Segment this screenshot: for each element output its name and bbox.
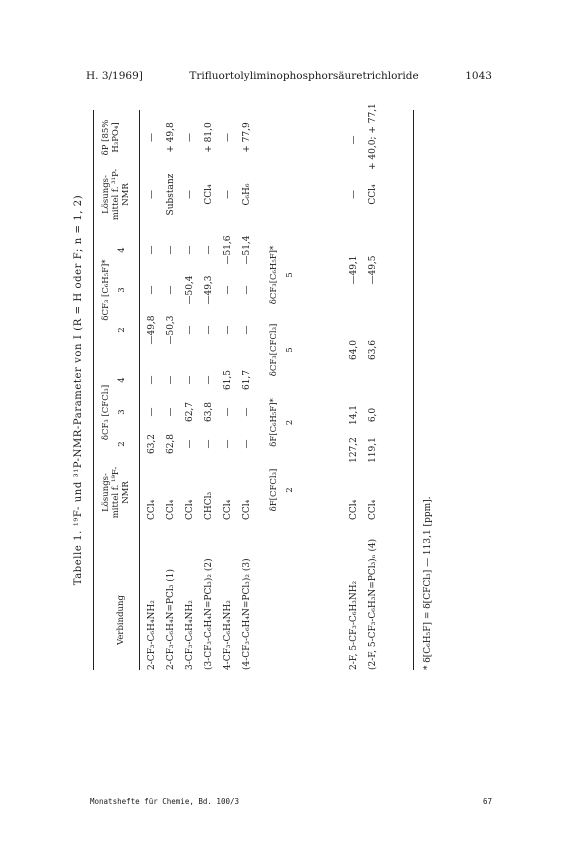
- cell-c6h5f-3: —: [223, 285, 233, 295]
- cell-compound: 2-CF₃-C₆H₄N=PCl₃ (1): [166, 569, 176, 670]
- cell-c6h5f-3: —: [166, 285, 176, 295]
- cell-c6h5f-2: —: [242, 325, 252, 335]
- header-pos2-b: 2: [117, 327, 127, 333]
- cell-df-c6h5f: 14,1: [349, 404, 359, 426]
- cell-cfcl3-3: 62,7: [185, 401, 195, 423]
- cell-c6h5f-2: —: [204, 325, 214, 335]
- cell-cfcl3-4: —: [166, 375, 176, 385]
- cell-dp: + 77,9: [242, 122, 252, 153]
- cell-solvent-f: CCl₄: [242, 499, 252, 520]
- footer-signature: 67: [482, 797, 492, 806]
- cell-solvent-f: CCl₄: [166, 499, 176, 520]
- subheader-df-c6h5f: δF[C₆H₅F]*: [269, 398, 279, 447]
- running-head-left: H. 3/1969]: [86, 70, 143, 82]
- subheader-pos-f-b: 2: [285, 419, 295, 426]
- cell-compound: 3-CF₃-C₆H₄NH₂: [185, 600, 195, 670]
- cell-cfcl3-2: —: [223, 439, 233, 449]
- running-head-title: Trifluortolyliminophosphorsäuretrichloride: [189, 70, 419, 82]
- subheader-dcf3-c6h5f: δCF₃[C₆H₅F]*: [269, 245, 279, 305]
- cell-df-c6h5f: 6,0: [368, 407, 378, 423]
- cell-dp: + 49,8: [166, 122, 176, 153]
- cell-compound: (4-CF₃-C₆H₄N=PCl₃)₂ (3): [242, 558, 252, 670]
- page-footer: [90, 797, 492, 806]
- cell-dp: + 40,0; + 77,1: [368, 103, 378, 170]
- cell-solvent-p: —: [349, 190, 359, 199]
- cell-c6h5f-3: —50,4: [185, 275, 195, 305]
- cell-c6h5f-3: —: [242, 285, 252, 295]
- cell-cfcl3-3: —: [147, 407, 157, 417]
- header-solvent-p: Lösungs- mittel f. ³¹P-NMR: [101, 168, 132, 221]
- cell-c6h5f-4: —: [185, 245, 195, 255]
- cell-solvent-f: CHCl₃: [204, 491, 214, 520]
- cell-cfcl3-2: 62,8: [166, 433, 176, 455]
- cell-compound: 4-CF₃-C₆H₄NH₂: [223, 600, 233, 670]
- header-pos4: 4: [117, 377, 127, 383]
- table-footnote: * δ[C₆H₅F] = δ[CFCl₃] — 113,1 [ppm].: [423, 496, 433, 670]
- cell-cfcl3-4: —: [147, 375, 157, 385]
- cell-c6h5f-3: —49,3: [204, 275, 214, 305]
- cell-solvent-f: CCl₄: [185, 499, 195, 520]
- subheader-pos-cf3: 5: [285, 347, 295, 353]
- cell-dcf3-c6h5f: —49,5: [368, 255, 378, 285]
- cell-solvent-p: CCl₄: [368, 184, 378, 205]
- cell-compound: 2-CF₃-C₆H₄NH₂: [147, 600, 157, 670]
- cell-compound: 2-F, 5-CF₃-C₆H₃NH₂: [349, 580, 359, 670]
- table-top-rule: [93, 110, 94, 670]
- cell-c6h5f-4: —: [147, 245, 157, 255]
- cell-cfcl3-3: —: [166, 407, 176, 417]
- table-caption: Tabelle 1. ¹⁹F- und ³¹P-NMR-Parameter von I (R = H oder F; n = 1, 2): [73, 194, 84, 586]
- cell-compound: (3-CF₃-C₆H₄N=PCl₃)₂ (2): [204, 558, 214, 670]
- cell-dp: —: [147, 133, 157, 142]
- cell-c6h5f-4: —: [166, 245, 176, 255]
- cell-solvent-f: CCl₄: [368, 499, 378, 520]
- subheader-dcf3-cfcl3: δCF₃[CFCl₃]: [269, 323, 279, 377]
- cell-solvent-f: CCl₄: [349, 499, 359, 520]
- page-number: 1043: [465, 70, 492, 82]
- header-dcf3-c6h5f: δCF₃ [C₆H₅F]*: [101, 259, 111, 321]
- cell-cfcl3-2: —: [242, 439, 252, 449]
- cell-solvent-p: —: [147, 190, 157, 199]
- footer-journal: Monatshefte für Chemie, Bd. 100/3: [90, 797, 240, 806]
- cell-dp: —: [223, 133, 233, 142]
- cell-solvent-p: Substanz: [166, 173, 176, 216]
- cell-c6h5f-4: —51,6: [223, 235, 233, 265]
- header-pos4-b: 4: [117, 247, 127, 253]
- cell-c6h5f-4: —: [204, 245, 214, 255]
- header-pos3: 3: [117, 409, 127, 415]
- cell-dcf3-cfcl3: 63,6: [368, 339, 378, 361]
- cell-c6h5f-2: —: [185, 325, 195, 335]
- cell-c6h5f-2: —: [223, 325, 233, 335]
- cell-cfcl3-4: —: [204, 375, 214, 385]
- cell-cfcl3-2: —: [185, 439, 195, 449]
- table-header-rule: [139, 110, 140, 670]
- cell-solvent-p: C₆H₆: [242, 183, 252, 206]
- cell-cfcl3-3: 63,8: [204, 401, 214, 423]
- header-dcf3-cfcl3: δCF₃ [CFCl₃]: [101, 384, 111, 441]
- cell-dcf3-c6h5f: —49,1: [349, 255, 359, 285]
- subheader-df-cfcl3: δF[CFCl₃]: [269, 468, 279, 512]
- cell-df-cfcl3: 119,1: [368, 437, 378, 463]
- header-pos3-b: 3: [117, 287, 127, 293]
- cell-solvent-f: CCl₄: [223, 499, 233, 520]
- rotated-table: [71, 103, 441, 670]
- cell-c6h5f-2: —49,8: [147, 315, 157, 345]
- cell-dcf3-cfcl3: 64,0: [349, 339, 359, 361]
- cell-dp: —: [349, 135, 359, 145]
- cell-cfcl3-3: —: [242, 407, 252, 417]
- cell-cfcl3-2: —: [204, 439, 214, 449]
- header-solvent-f: Lösungs- mittel f. ¹⁹F-NMR: [101, 466, 132, 519]
- cell-cfcl3-2: 63,2: [147, 433, 157, 455]
- cell-solvent-p: —: [185, 190, 195, 199]
- cell-dp: —: [185, 133, 195, 142]
- running-head: [86, 70, 492, 82]
- cell-solvent-p: —: [223, 190, 233, 199]
- header-pos2: 2: [117, 441, 127, 447]
- table-bottom-rule: [413, 110, 414, 670]
- cell-solvent-f: CCl₄: [147, 499, 157, 520]
- cell-solvent-p: CCl₄: [204, 184, 214, 205]
- cell-cfcl3-4: —: [185, 375, 195, 385]
- cell-cfcl3-3: —: [223, 407, 233, 417]
- subheader-pos-cf3-b: 5: [285, 272, 295, 278]
- cell-compound: (2-F, 5-CF₃-C₆H₃N=PCl₃)ₙ (4): [368, 538, 378, 670]
- cell-cfcl3-4: 61,7: [242, 369, 252, 391]
- header-compound: Verbindung: [116, 595, 126, 645]
- header-dp: δP [85% H₃PO₄]: [101, 119, 122, 156]
- cell-df-cfcl3: 127,2: [349, 437, 359, 463]
- cell-c6h5f-3: —: [147, 285, 157, 295]
- cell-c6h5f-4: —51,4: [242, 235, 252, 265]
- cell-dp: + 81,0: [204, 122, 214, 153]
- subheader-pos-f: 2: [285, 487, 295, 493]
- cell-cfcl3-4: 61,5: [223, 369, 233, 391]
- cell-c6h5f-2: —50,3: [166, 315, 176, 345]
